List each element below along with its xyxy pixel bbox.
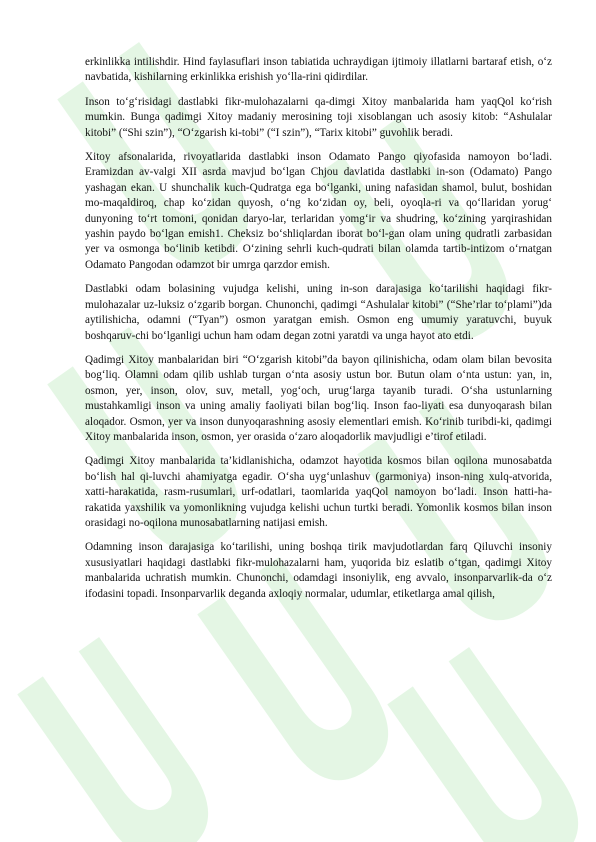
paragraph: Dastlabki odam bolasining vujudga kelishi, uning in-son darajasiga ko‘tarilishi haqidagi fikr-mulohazalar uz-luksiz o‘zgarib borgan. Chunonchi, qadimgi “Ashulalar kitobi” (“She’rlar to‘plami”)da aytilishicha, odamni (“Tyan”) osmon yaratgan emish. Osmon eng umumiy yaratuvchi, buyuk boshqaruv-chi bo‘lganligi uchun ham odam degan zotni yaratdi va unga hayot ato etdi. xyxy=(85,283,552,342)
paragraph: Xitoy afsonalarida, rivoyatlarida dastlabki inson Odamato Pango qiyofasida namoyon bo‘ladi. Eramizdan av-valgi XII asrda mavjud bo‘lgan Chjou davlatida dastlabki in-son (Odamato) Pango yashagan ekan. U shunchalik kuch-Qudratga ega bo‘lganki, uning nafasidan shamol, bulut, boshidan mo-maqaldiroq, chap ko‘zidan quyosh, o‘ng ko‘zidan oy, beli, oyoqla-ri va qo‘llaridan yorug‘ dunyoning to‘rt tomoni, qonidan daryo-lar, terlaridan yomg‘ir va shudring, ko‘zining yarqirashidan yashin paydo bo‘lgan emish1. Cheksiz bo‘shliqlardan iborat bo‘l-gan olam uning qudratli zarbasidan yer va osmonga bo‘linib ketibdi. O‘zining sehrli kuch-qudrati bilan olamda tartib-intizom o‘rnatgan Odamato Pangodan odamzot bir umrga qarzdor emish. xyxy=(85,151,552,271)
paragraph: Inson to‘g‘risidagi dastlabki fikr-mulohazalarni qa-dimgi Xitoy manbalarida ham yaqQol ko‘rish mumkin. Bunga qadimgi Xitoy madaniy merosining toji xisoblangan uch asosiy kitob: “Ashulalar kitobi” (“Shi szin”), “O‘zgarish ki-tobi” (“I szin”), “Tarix kitobi” guvohlik beradi. xyxy=(85,95,552,139)
uz-letter-watermark-icon xyxy=(360,637,596,842)
document-body xyxy=(85,55,552,611)
paragraph: erkinlikka intilishdir. Hind faylasuflari inson tabiatida uchraydigan ijtimoiy illatlarni bartaraf etish, o‘z navbatida, kishilarning erkinlikka erishish yo‘lla-rini qidirdilar. xyxy=(85,56,552,84)
paragraph: Odamning inson darajasiga ko‘tarilishi, uning boshqa tirik mavjudotlardan farq Qiluvchi insoniy xususiyatlari haqidagi dastlabki fikr-mulohazalarni ham, yuqorida biz eslatib o‘tgan, qadimgi Xitoy manbalarida uchratish mumkin. Chunonchi, odamdagi insoniylik, eng avvalo, insonparvarlik-da o‘z ifodasini topadi. Insonparvarlik deganda axloqiy normalar, udumlar, etiketlarga amal qilish, xyxy=(85,541,552,600)
paragraph: Qadimgi Xitoy manbalaridan biri “O‘zgarish kitobi”da bayon qilinishicha, odam olam bilan bevosita bog‘liq. Olamni odam qilib ushlab turgan o‘nta asosiy ustun bor. Butun olam o‘nta ustun: yan, in, osmon, yer, inson, olov, suv, metall, yog‘och, urug‘larga tayanib turadi. O‘sha ustunlarning mustahkamligi inson va uning amaliy faoliyati bilan bog‘liq. Inson fao-liyati esa dunyoqarash bilan aloqador. Osmon, yer va inson dunyoqarashning asosiy elementlari emish. Ko‘rinib turibdi-ki, qadimgi Xitoy manbalarida inson, osmon, yer orasida o‘zaro aloqadorlik mavjudligi e’tirof etiladi. xyxy=(85,353,552,443)
uz-letter-watermark-icon xyxy=(0,627,235,842)
paragraph: Qadimgi Xitoy manbalarida ta’kidlanishicha, odamzot hayotida kosmos bilan oqilona munosabatda bo‘lish hal qi-luvchi ahamiyatga egadir. O‘sha uyg‘unlashuv (garmoniya) inson-ning xulq-atvorida, xatti-harakatida, rasm-rusumlari, urf-odatlari, taomlarida yaqQol namoyon bo‘ladi. Inson hatti-ha-rakatida yaxshilik va yomonlikning vujudga kelishi uchun turtki beradi. Yomonlik kosmos bilan inson orasidagi no-oqilona munosabatlarning natijasi emish. xyxy=(85,455,552,529)
